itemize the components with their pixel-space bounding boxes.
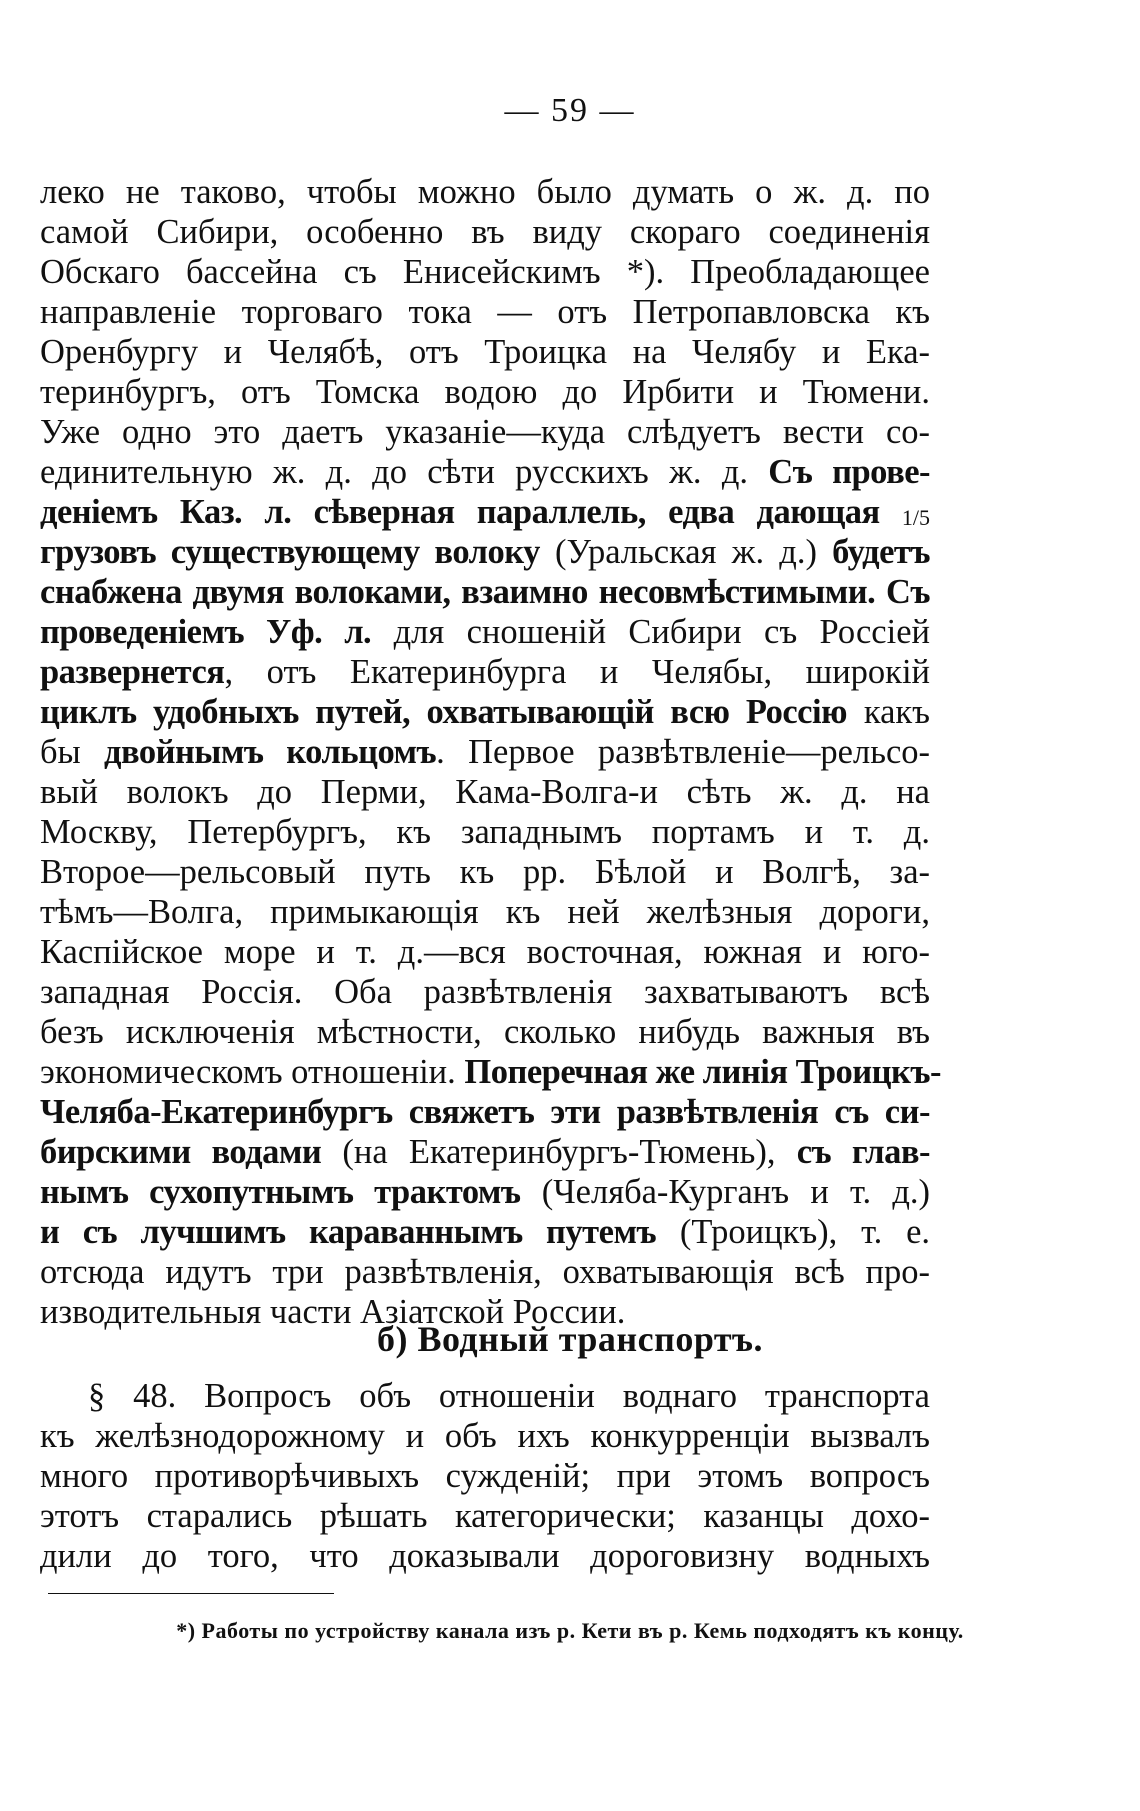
text-line: проведеніемъ Уф. л. для сношеній Сибири съ Россіей: [40, 613, 930, 651]
text-line: къ желѣзнодорожному и объ ихъ конкурренціи вызвалъ: [40, 1417, 930, 1455]
text-line: снабжена двумя волоками, взаимно несовмѣстимыми. Съ: [40, 573, 930, 611]
text-line: нымъ сухопутнымъ трактомъ (Челяба-Курганъ и т. д.): [40, 1173, 930, 1211]
text-line: безъ исключенія мѣстности, сколько нибудь важныя въ: [40, 1013, 930, 1051]
text-line: отсюда идутъ три развѣтвленія, охватывающія всѣ про-: [40, 1253, 930, 1291]
text-line: бирскими водами (на Екатеринбургъ-Тюмень), съ глав-: [40, 1133, 930, 1171]
text-line: этотъ старались рѣшать категорически; казанцы дохо-: [40, 1497, 930, 1535]
text-line: Каспійское море и т. д.—вся восточная, южная и юго-: [40, 933, 930, 971]
text-line: дили до того, что доказывали дороговизну водныхъ: [40, 1537, 930, 1575]
text-line: Второе—рельсовый путь къ рр. Бѣлой и Волгѣ, за-: [40, 853, 930, 891]
text-line: вый волокъ до Перми, Кама-Волга-и сѣть ж. д. на: [40, 773, 930, 811]
footnote-divider: [48, 1593, 334, 1594]
text-line: § 48. Вопросъ объ отношеніи воднаго транспорта: [88, 1377, 930, 1415]
paragraph-section-48: [40, 1376, 930, 1576]
text-line: бы двойнымъ кольцомъ. Первое развѣтвленіе—рельсо-: [40, 733, 931, 771]
text-line: деніемъ Каз. л. сѣверная параллель, едва дающая 1/5: [40, 493, 930, 531]
text-line: теринбургъ, отъ Томска водою до Ирбити и Тюмени.: [40, 373, 930, 411]
text-line: Оренбургу и Челябѣ, отъ Троицка на Челябу и Ека-: [40, 333, 930, 371]
paragraph-main: [40, 172, 942, 1332]
fraction: 1/5: [901, 505, 930, 530]
text-line: экономическомъ отношеніи. Поперечная же линія Троицкъ-: [40, 1053, 942, 1091]
text-line: изводительныя части Азіатской России.: [40, 1293, 626, 1331]
text-line: единительную ж. д. до сѣти русскихъ ж. д. Съ прове-: [40, 453, 931, 491]
text-line: много противорѣчивыхъ сужденій; при этомъ вопросъ: [40, 1457, 930, 1495]
text-line: тѣмъ—Волга, примыкающія къ ней желѣзныя дороги,: [40, 893, 930, 931]
text-line: западная Россія. Оба развѣтвленія захватываютъ всѣ: [40, 973, 930, 1011]
footnote: *) Работы по устройству канала изъ р. Кети въ р. Кемь подходятъ къ концу.: [176, 1618, 964, 1643]
text-line: направленіе торговаго тока — отъ Петропавловска къ: [40, 293, 930, 331]
text-line: Москву, Петербургъ, къ западнымъ портамъ и т. д.: [40, 813, 930, 851]
section-heading: б) Водный транспортъ.: [376, 1319, 764, 1359]
text-line: циклъ удобныхъ путей, охватывающій всю Россію какъ: [40, 693, 930, 731]
text-line: и съ лучшимъ караваннымъ путемъ (Троицкъ), т. е.: [40, 1213, 931, 1251]
page-number: — 59 —: [504, 92, 636, 129]
text-line: Обскаго бассейна съ Енисейскимъ *). Преобладающее: [40, 253, 930, 291]
text-line: развернется, отъ Екатеринбурга и Челябы, широкій: [40, 653, 930, 691]
text-line: Уже одно это даетъ указаніе—куда слѣдуетъ вести со-: [40, 413, 930, 451]
text-line: грузовъ существующему волоку (Уральская ж. д.) будетъ: [40, 533, 930, 571]
text-line: Челяба-Екатеринбургъ свяжетъ эти развѣтвленія съ си-: [40, 1093, 930, 1131]
text-line: леко не таково, чтобы можно было думать о ж. д. по: [40, 173, 930, 211]
text-line: самой Сибири, особенно въ виду скораго соединенія: [40, 213, 930, 251]
